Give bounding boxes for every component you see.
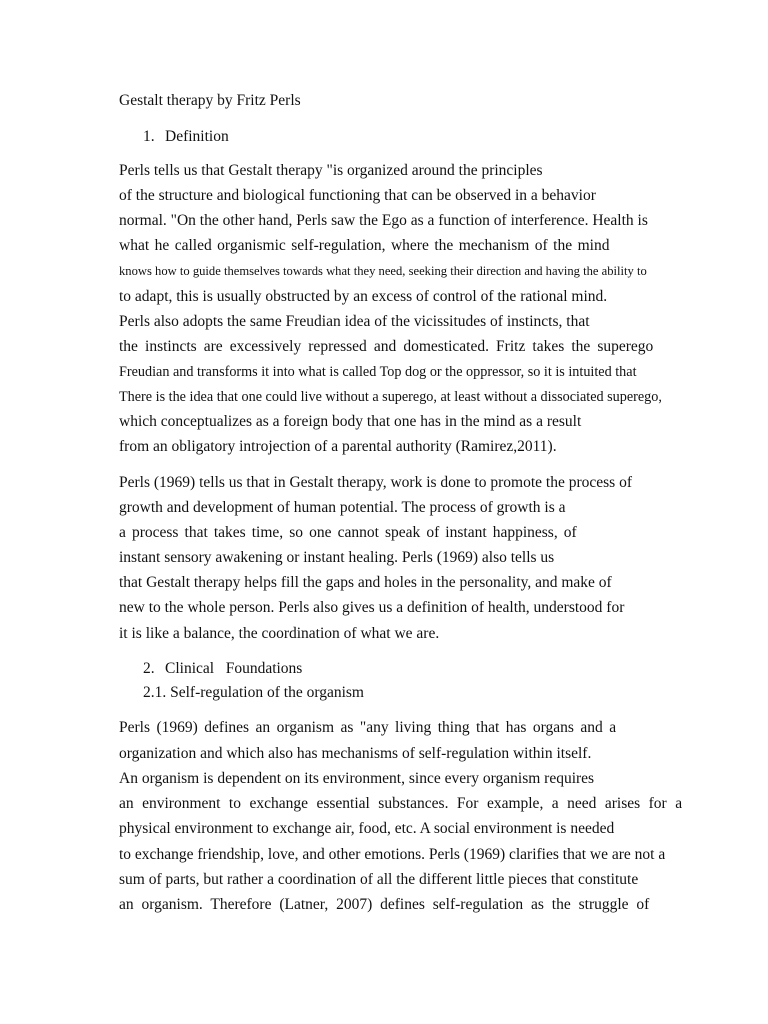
para1-line-12: from an obligatory introjection of a parental authority (Ramirez,2011). <box>119 438 557 455</box>
para1-line-7: Perls also adopts the same Freudian idea of the vicissitudes of instincts, that <box>119 313 590 330</box>
para2-line-5: that Gestalt therapy helps fill the gaps and holes in the personality, and make of <box>119 574 612 591</box>
para3-line-6: to exchange friendship, love, and other emotions. Perls (1969) clarifies that we are not a <box>119 846 666 863</box>
para3-line-5: physical environment to exchange air, food, etc. A social environment is needed <box>119 820 615 837</box>
para2-line-3: a process that takes time, so one cannot speak of instant happiness, of <box>119 524 577 541</box>
para1-line-6: to adapt, this is usually obstructed by an excess of control of the rational mind. <box>119 288 608 305</box>
para2-line-7: it is like a balance, the coordination of what we are. <box>119 625 440 642</box>
para1-line-9: Freudian and transforms it into what is called Top dog or the oppressor, so it is intuited that <box>119 364 637 380</box>
section-2-1-heading: 2.1. Self-regulation of the organism <box>143 684 364 701</box>
para2-line-6: new to the whole person. Perls also gives us a definition of health, understood for <box>119 599 625 616</box>
para3-line-7: sum of parts, but rather a coordination of all the different little pieces that constitute <box>119 871 639 888</box>
para1-line-1: Perls tells us that Gestalt therapy "is organized around the principles <box>119 162 543 179</box>
section-2-number: 2. <box>143 660 155 677</box>
document-title: Gestalt therapy by Fritz Perls <box>119 92 301 109</box>
para3-line-1: Perls (1969) defines an organism as "any living thing that has organs and a <box>119 719 617 736</box>
para2-line-4: instant sensory awakening or instant healing. Perls (1969) also tells us <box>119 549 555 566</box>
section-1-number: 1. <box>143 128 155 145</box>
para2-line-2: growth and development of human potential. The process of growth is a <box>119 499 566 516</box>
section-1-heading: Definition <box>165 128 229 145</box>
para3-line-3: An organism is dependent on its environment, since every organism requires <box>119 770 595 787</box>
section-2-heading: Clinical Foundations <box>165 660 303 677</box>
para1-line-11: which conceptualizes as a foreign body that one has in the mind as a result <box>119 413 582 430</box>
para1-line-3: normal. "On the other hand, Perls saw the Ego as a function of interference. Health is <box>119 212 648 229</box>
para3-line-2: organization and which also has mechanisms of self-regulation within itself. <box>119 745 592 762</box>
para2-line-1: Perls (1969) tells us that in Gestalt therapy, work is done to promote the process of <box>119 474 632 491</box>
para3-line-8: an organism. Therefore (Latner, 2007) defines self-regulation as the struggle of <box>119 896 650 913</box>
para1-line-5: knows how to guide themselves towards what they need, seeking their direction and having the ability to <box>119 264 647 278</box>
para1-line-8: the instincts are excessively repressed and domesticated. Fritz takes the superego <box>119 338 654 355</box>
para1-line-10: There is the idea that one could live without a superego, at least without a dissociated superego, <box>119 389 662 405</box>
para3-line-4: an environment to exchange essential substances. For example, a need arises for a <box>119 795 683 812</box>
para1-line-4: what he called organismic self-regulation, where the mechanism of the mind <box>119 237 610 254</box>
para1-line-2: of the structure and biological functioning that can be observed in a behavior <box>119 187 596 204</box>
